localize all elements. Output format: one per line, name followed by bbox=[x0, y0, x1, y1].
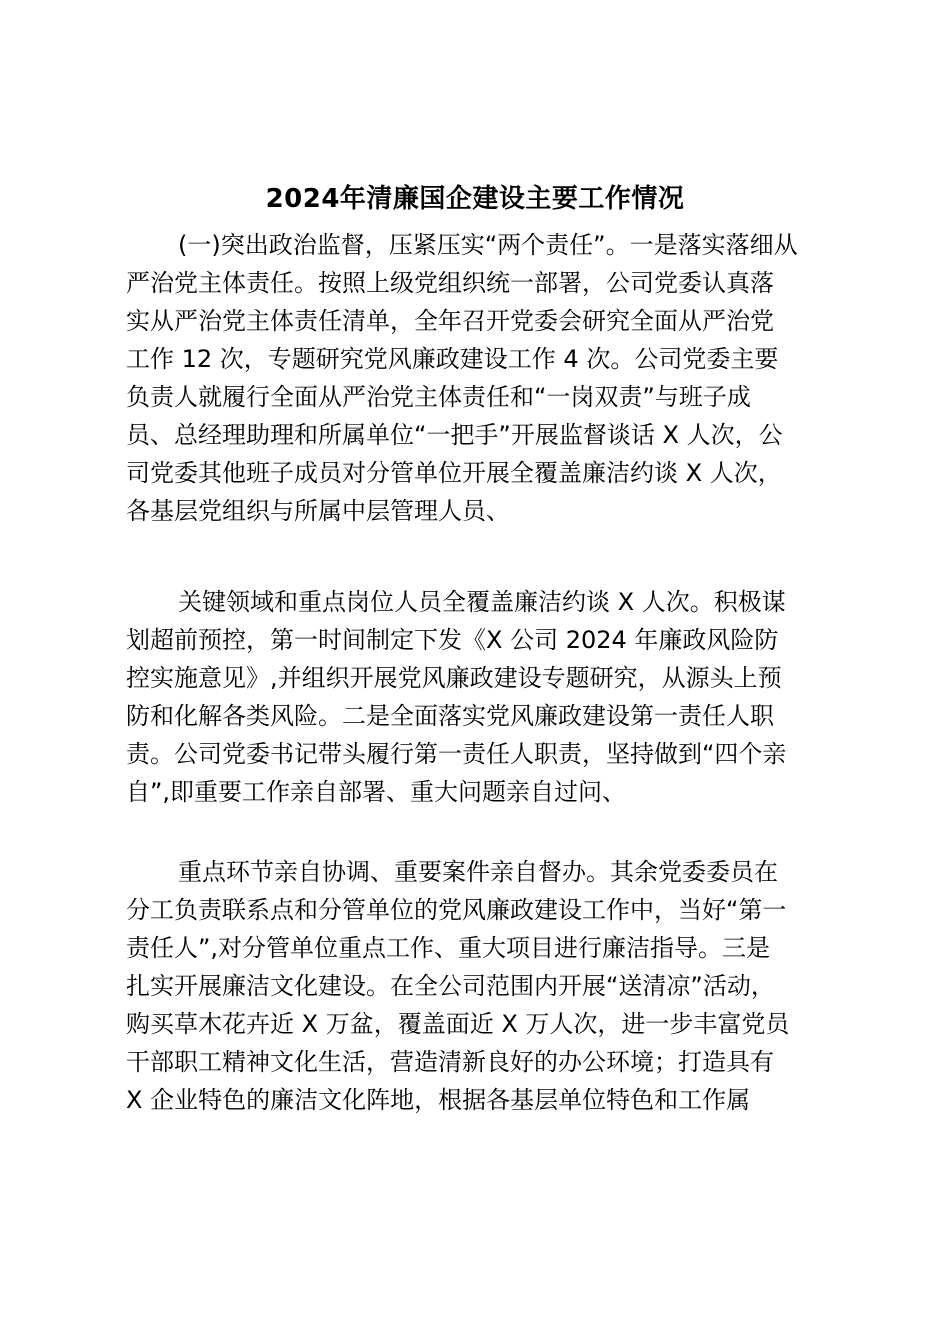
paragraph-line: 关键领域和重点岗位人员全覆盖廉洁约谈 X 人次。积极谋 bbox=[178, 588, 786, 616]
paragraph-line: 负责人就履行全面从严治党主体责任和“一岗双责”与班子成 bbox=[126, 383, 751, 411]
paragraph-line: 责任人”,对分管单位重点工作、重大项目进行廉洁指导。三是 bbox=[126, 934, 771, 962]
paragraph-line: 购买草木花卉近 X 万盆，覆盖面近 X 万人次，进一步丰富党员 bbox=[126, 1010, 790, 1038]
paragraph-line: 实从严治党主体责任清单，全年召开党委会研究全面从严治党 bbox=[126, 307, 774, 335]
paragraph-line: 干部职工精神文化生活，营造清新良好的办公环境；打造具有 bbox=[126, 1048, 774, 1076]
paragraph-2 bbox=[126, 583, 826, 811]
paragraph-line: 自”,即重要工作亲自部署、重大问题亲自过问、 bbox=[126, 778, 627, 806]
paragraph-line: 严治党主体责任。按照上级党组织统一部署，公司党委认真落 bbox=[126, 269, 774, 297]
document-title: 2024年清廉国企建设主要工作情况 bbox=[265, 184, 685, 214]
paragraph-line: 责。公司党委书记带头履行第一责任人职责，坚持做到“四个亲 bbox=[126, 740, 787, 768]
paragraph-line: 各基层党组织与所属中层管理人员、 bbox=[126, 497, 510, 525]
paragraph-line: 防和化解各类风险。二是全面落实党风廉政建设第一责任人职 bbox=[126, 702, 774, 730]
paragraph-line: X 企业特色的廉洁文化阵地，根据各基层单位特色和工作属 bbox=[126, 1086, 751, 1114]
paragraph-1 bbox=[126, 226, 826, 530]
paragraph-line: 工作 12 次，专题研究党风廉政建设工作 4 次。公司党委主要 bbox=[126, 345, 779, 373]
paragraph-line: 控实施意见》,并组织开展党风廉政建设专题研究，从源头上预 bbox=[126, 664, 782, 692]
paragraph-line: 划超前预控，第一时间制定下发《X 公司 2024 年廉政风险防 bbox=[126, 626, 779, 654]
paragraph-line: 重点环节亲自协调、重要案件亲自督办。其余党委委员在 bbox=[178, 858, 778, 886]
paragraph-line: 司党委其他班子成员对分管单位开展全覆盖廉洁约谈 X 人次， bbox=[126, 459, 782, 487]
paragraph-3 bbox=[126, 853, 826, 1119]
paragraph-line: (一)突出政治监督，压紧压实“两个责任”。一是落实落细从 bbox=[178, 231, 798, 259]
paragraph-line: 扎实开展廉洁文化建设。在全公司范围内开展“送清凉”活动， bbox=[126, 972, 775, 1000]
paragraph-line: 员、总经理助理和所属单位“一把手”开展监督谈话 X 人次，公 bbox=[126, 421, 783, 449]
paragraph-line: 分工负责联系点和分管单位的党风廉政建设工作中，当好“第一 bbox=[126, 896, 787, 924]
